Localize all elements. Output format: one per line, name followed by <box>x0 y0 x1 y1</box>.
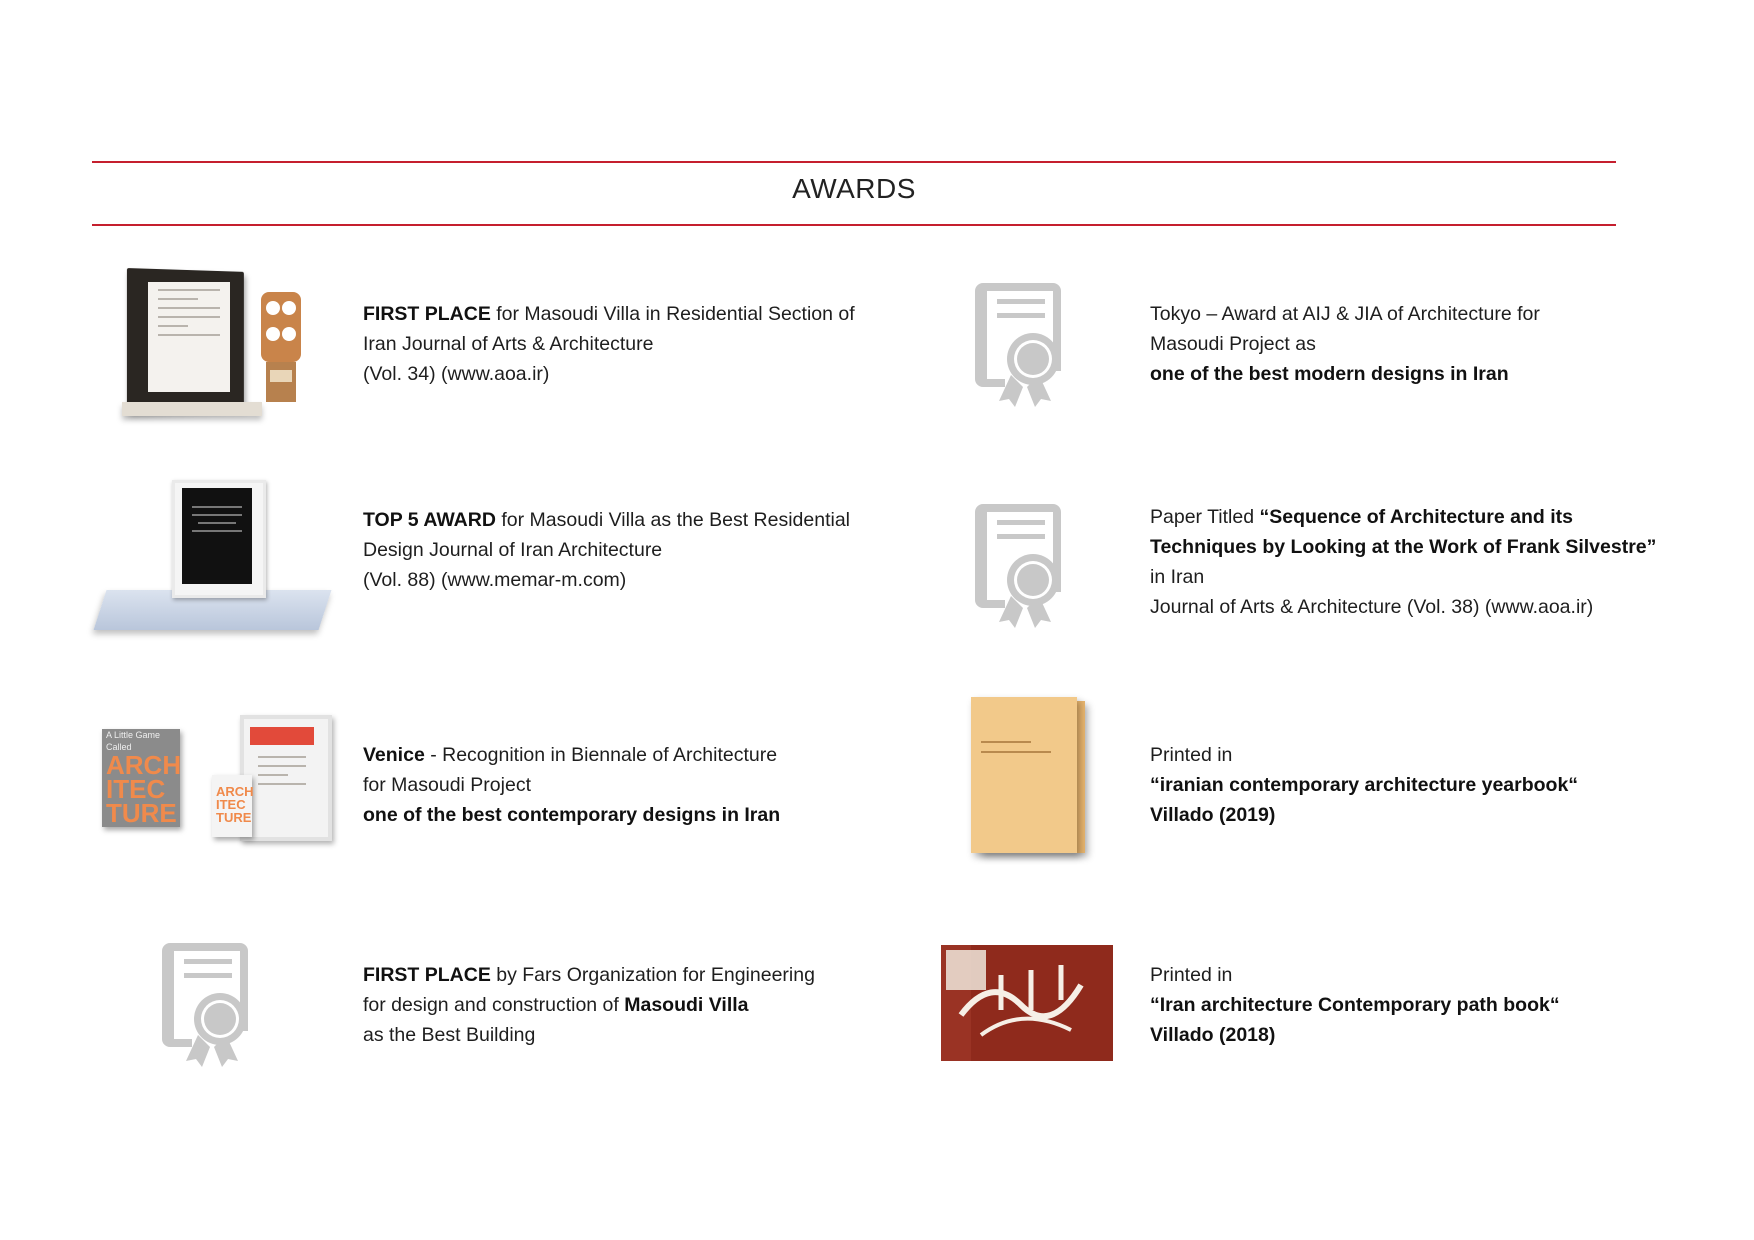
award-highlight: Villado (2018) <box>1150 1024 1276 1046</box>
plaque-books-image <box>100 480 330 640</box>
award-highlight: Venice <box>363 744 425 766</box>
award-text-line <box>1150 800 1578 830</box>
award-text-run: Iran Journal of Arts & Architecture <box>363 333 654 355</box>
certificate-icon <box>975 498 1075 628</box>
award-text-line <box>363 565 850 595</box>
award-text-line <box>1150 770 1578 800</box>
top-divider <box>92 161 1616 163</box>
award-text-line <box>363 960 815 990</box>
plaque-trophy-image <box>118 262 358 422</box>
award-highlight: Masoudi Villa <box>624 994 749 1016</box>
award-text <box>363 740 780 830</box>
award-text-run: Design Journal of Iran Architecture <box>363 539 663 561</box>
award-text-run: in Iran <box>1150 566 1205 588</box>
award-text-run: as the Best Building <box>363 1024 536 1046</box>
award-highlight: Villado (2019) <box>1150 804 1276 826</box>
page-title: AWARDS <box>792 173 916 204</box>
award-highlight: “Sequence of Architecture and its <box>1259 506 1573 528</box>
award-text-line <box>363 505 850 535</box>
award-text-line <box>1150 329 1540 359</box>
award-text <box>1150 299 1540 389</box>
award-highlight: “iranian contemporary architecture yearbook“ <box>1150 774 1579 796</box>
award-text-line <box>363 740 780 770</box>
award-text-run: - Recognition in Biennale of Architecture <box>424 744 778 766</box>
award-text <box>363 299 855 389</box>
award-text-run: by Fars Organization for Engineering <box>490 964 815 986</box>
award-highlight: “Iran architecture Contemporary path book“ <box>1150 994 1560 1016</box>
award-text-run: Journal of Arts & Architecture (Vol. 38) (www.aoa.ir) <box>1150 596 1594 618</box>
award-text-run: for Masoudi Villa as the Best Residential <box>495 509 850 531</box>
award-text-run: Paper Titled <box>1150 506 1260 528</box>
award-text-line <box>1150 502 1656 532</box>
award-text-line <box>363 990 815 1020</box>
award-text-line <box>1150 960 1560 990</box>
certificate-icon <box>162 937 262 1067</box>
award-highlight: one of the best contemporary designs in Iran <box>363 804 781 826</box>
pathbook-image <box>941 945 1113 1061</box>
award-text-run: Printed in <box>1150 964 1233 986</box>
award-text-run: Printed in <box>1150 744 1233 766</box>
certificate-icon <box>975 277 1075 407</box>
award-text <box>1150 502 1656 622</box>
award-highlight: TOP 5 AWARD <box>363 509 496 531</box>
award-text-line <box>363 329 855 359</box>
award-text-run: (Vol. 88) (www.memar-m.com) <box>363 569 627 591</box>
award-text-line <box>363 1020 815 1050</box>
award-text-line <box>363 359 855 389</box>
bottom-divider <box>92 224 1616 226</box>
award-highlight: one of the best modern designs in Iran <box>1150 363 1509 385</box>
award-highlight: FIRST PLACE <box>363 964 491 986</box>
award-text <box>363 960 815 1050</box>
award-text <box>1150 960 1560 1050</box>
award-text-line <box>1150 990 1560 1020</box>
award-text-run: (Vol. 34) (www.aoa.ir) <box>363 363 550 385</box>
award-text-line <box>363 770 780 800</box>
award-text-line <box>1150 532 1656 562</box>
award-text <box>363 505 850 595</box>
award-text-run: for Masoudi Project <box>363 774 531 796</box>
venice-books-image: A Little Game Called ARCH ITEC TURE ARCH ITEC TURE <box>100 715 330 840</box>
award-text-line <box>363 299 855 329</box>
award-highlight: FIRST PLACE <box>363 303 491 325</box>
award-text-run: Tokyo – Award at AIJ & JIA of Architecture for <box>1150 303 1540 325</box>
yearbook-image <box>965 695 1095 865</box>
award-text-line <box>1150 299 1540 329</box>
award-text-line <box>363 800 780 830</box>
award-text-run: Masoudi Project as <box>1150 333 1316 355</box>
award-highlight: Techniques by Looking at the Work of Frank Silvestre” <box>1150 536 1657 558</box>
award-text-line <box>1150 562 1656 592</box>
award-text-run: for Masoudi Villa in Residential Section of <box>490 303 855 325</box>
award-text-line <box>1150 592 1656 622</box>
award-text-line <box>1150 1020 1560 1050</box>
award-text <box>1150 740 1578 830</box>
award-text-line <box>1150 359 1540 389</box>
award-text-line <box>363 535 850 565</box>
award-text-line <box>1150 740 1578 770</box>
award-text-run: for design and construction of <box>363 994 625 1016</box>
